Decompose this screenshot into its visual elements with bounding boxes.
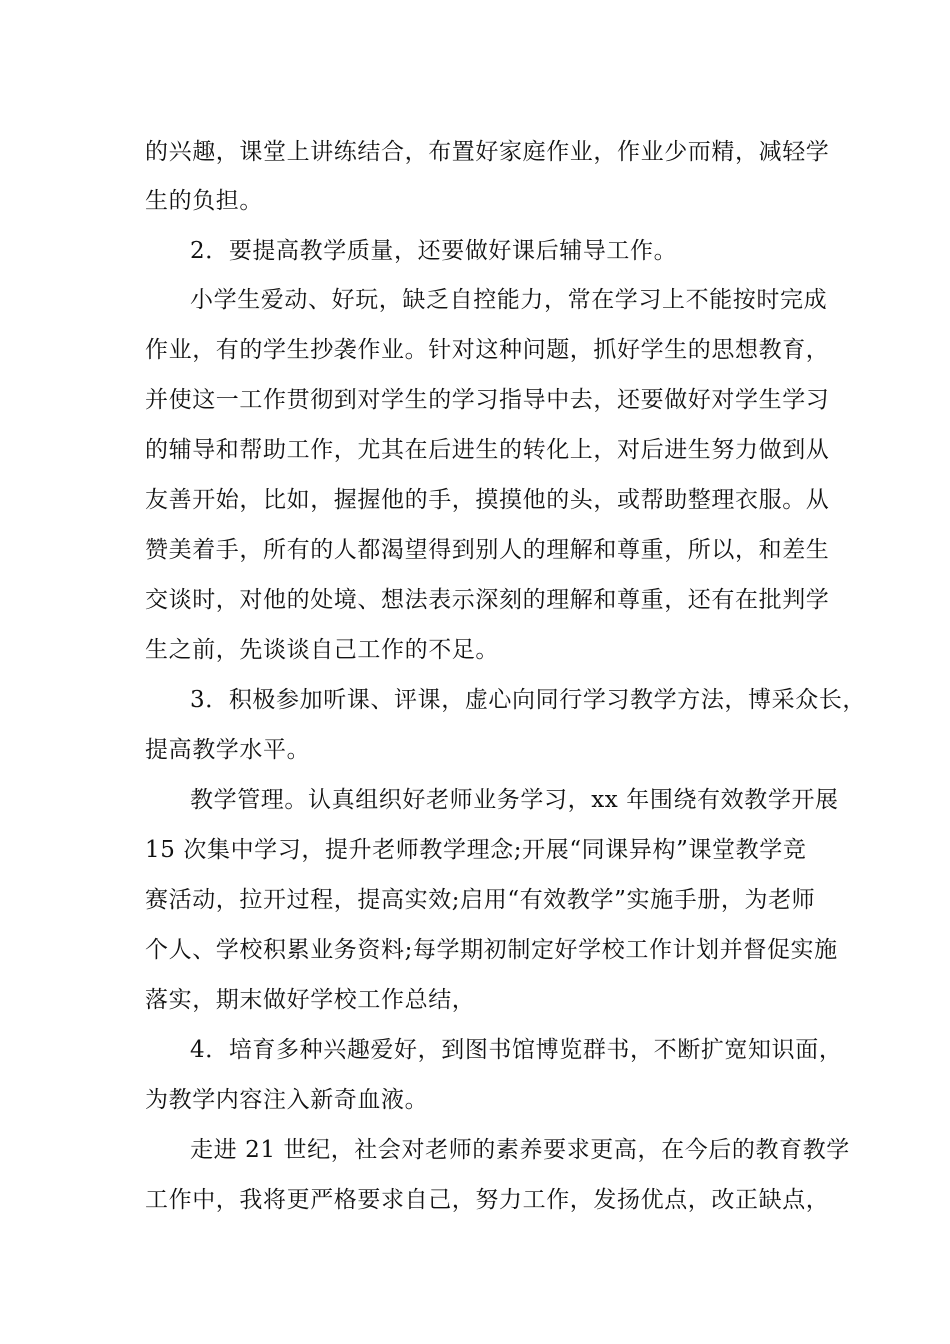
text-line: 作业，有的学生抄袭作业。针对这种问题，抓好学生的思想教育， xyxy=(145,337,830,363)
text-line: 15 次集中学习，提升老师教学理念;开展“同课异构”课堂教学竞 xyxy=(145,837,807,863)
text-line: 3．积极参加听课、评课，虚心向同行学习教学方法，博采众长， xyxy=(190,687,867,713)
text-line: 提高教学水平。 xyxy=(145,737,311,763)
text-line: 2．要提高教学质量，还要做好课后辅导工作。 xyxy=(190,238,678,264)
text-line: 生的负担。 xyxy=(145,188,263,214)
text-line: 生之前，先谈谈自己工作的不足。 xyxy=(145,637,499,663)
text-line: 友善开始，比如，握握他的手，摸摸他的头，或帮助整理衣服。从 xyxy=(145,487,830,513)
text-line: 为教学内容注入新奇血液。 xyxy=(145,1087,429,1113)
text-line: 走进 21 世纪，社会对老师的素养要求更高，在今后的教育教学 xyxy=(190,1137,850,1163)
text-line: 教学管理。认真组织好老师业务学习，xx 年围绕有效教学开展 xyxy=(190,787,839,813)
text-line: 的兴趣，课堂上讲练结合，布置好家庭作业，作业少而精，减轻学 xyxy=(145,139,830,165)
text-line: 交谈时，对他的处境、想法表示深刻的理解和尊重，还有在批判学 xyxy=(145,587,830,613)
text-line: 4．培育多种兴趣爱好，到图书馆博览群书，不断扩宽知识面， xyxy=(190,1037,843,1063)
text-line: 的辅导和帮助工作，尤其在后进生的转化上，对后进生努力做到从 xyxy=(145,437,830,463)
text-line: 赞美着手，所有的人都渴望得到别人的理解和尊重，所以，和差生 xyxy=(145,537,830,563)
text-line: 工作中，我将更严格要求自己，努力工作，发扬优点，改正缺点， xyxy=(145,1187,830,1213)
text-line: 并使这一工作贯彻到对学生的学习指导中去，还要做好对学生学习 xyxy=(145,387,830,413)
text-line: 小学生爱动、好玩，缺乏自控能力，常在学习上不能按时完成 xyxy=(190,287,828,313)
text-line: 个人、学校积累业务资料;每学期初制定好学校工作计划并督促实施 xyxy=(145,937,838,963)
text-line: 落实，期末做好学校工作总结， xyxy=(145,987,476,1013)
text-line: 赛活动，拉开过程，提高实效;启用“有效教学”实施手册，为老师 xyxy=(145,887,816,913)
